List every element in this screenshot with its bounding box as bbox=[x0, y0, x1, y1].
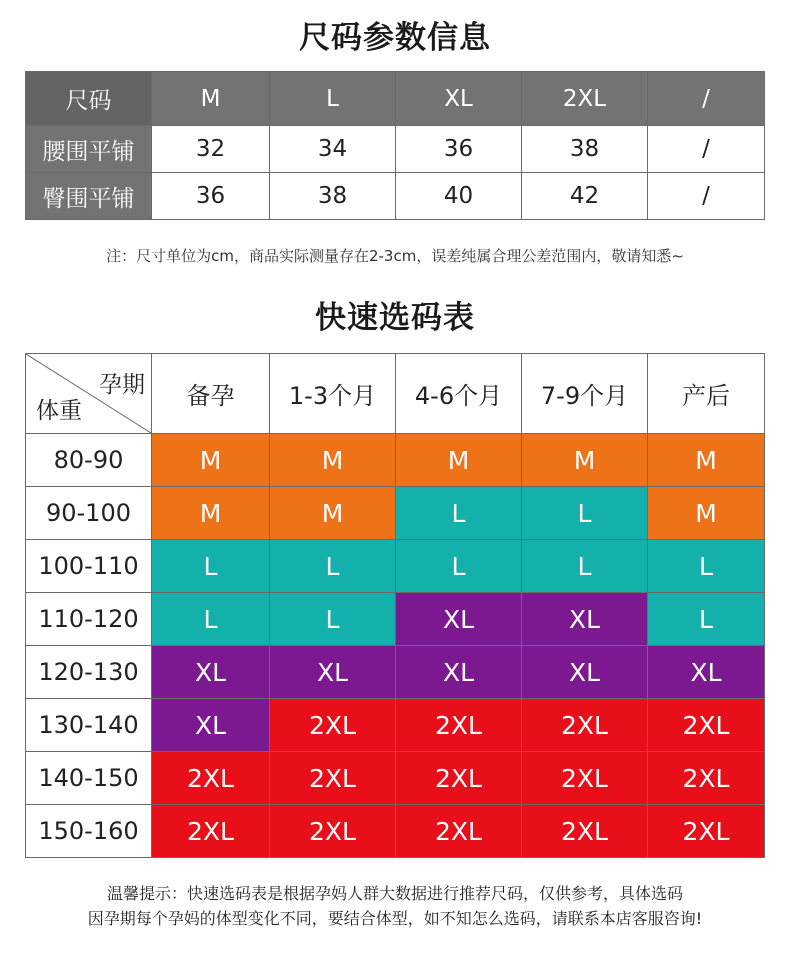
recommended-size-cell: 2XL bbox=[396, 752, 522, 805]
recommended-size-cell: XL bbox=[522, 646, 648, 699]
size-value-cell: 38 bbox=[522, 126, 648, 173]
recommended-size-cell: M bbox=[152, 434, 270, 487]
recommended-size-cell: XL bbox=[522, 593, 648, 646]
recommended-size-cell: 2XL bbox=[396, 805, 522, 858]
recommended-size-cell: 2XL bbox=[522, 752, 648, 805]
recommended-size-cell: 2XL bbox=[270, 699, 396, 752]
period-header-cell: 产后 bbox=[648, 354, 765, 434]
weight-range-cell: 90-100 bbox=[26, 487, 152, 540]
corner-cell bbox=[26, 354, 152, 434]
tip-line-2: 因孕期每个孕妈的体型变化不同，要结合体型，如不知怎么选码，请联系本店客服咨询! bbox=[87, 909, 703, 928]
size-value-cell: 36 bbox=[396, 126, 522, 173]
recommended-size-cell: M bbox=[648, 434, 765, 487]
recommended-size-cell: M bbox=[522, 434, 648, 487]
weight-range-cell: 110-120 bbox=[26, 593, 152, 646]
recommended-size-cell: 2XL bbox=[270, 805, 396, 858]
recommended-size-cell: 2XL bbox=[522, 699, 648, 752]
hip-row bbox=[26, 173, 765, 220]
recommended-size-cell: L bbox=[152, 593, 270, 646]
quick-header-row bbox=[26, 354, 765, 434]
hip-label: 臀围平铺 bbox=[26, 173, 152, 220]
size-info-title: 尺码参数信息 bbox=[299, 20, 491, 56]
measurement-note: 注：尺寸单位为cm，商品实际测量存在2-3cm，误差纯属合理公差范围内，敬请知悉~ bbox=[106, 247, 684, 265]
quick-table-row bbox=[26, 646, 765, 699]
weight-range-cell: 100-110 bbox=[26, 540, 152, 593]
recommended-size-cell: XL bbox=[152, 699, 270, 752]
size-value-cell: 36 bbox=[152, 173, 270, 220]
recommended-size-cell: L bbox=[648, 593, 765, 646]
period-header-cell: 备孕 bbox=[152, 354, 270, 434]
pregnancy-period-label: 孕期 bbox=[99, 372, 145, 398]
recommended-size-cell: L bbox=[396, 540, 522, 593]
quick-size-table bbox=[25, 353, 765, 858]
recommended-size-cell: XL bbox=[648, 646, 765, 699]
weight-range-cell: 130-140 bbox=[26, 699, 152, 752]
recommended-size-cell: 2XL bbox=[396, 699, 522, 752]
recommended-size-cell: 2XL bbox=[648, 699, 765, 752]
quick-table-row bbox=[26, 593, 765, 646]
size-value-cell: 42 bbox=[522, 173, 648, 220]
weight-range-cell: 150-160 bbox=[26, 805, 152, 858]
size-header-cell: XL bbox=[396, 72, 522, 126]
size-header-cell: / bbox=[648, 72, 765, 126]
quick-table-row bbox=[26, 699, 765, 752]
size-header-cell: L bbox=[270, 72, 396, 126]
recommended-size-cell: 2XL bbox=[270, 752, 396, 805]
recommended-size-cell: 2XL bbox=[152, 805, 270, 858]
weight-range-cell: 80-90 bbox=[26, 434, 152, 487]
size-value-cell: / bbox=[648, 126, 765, 173]
recommended-size-cell: XL bbox=[270, 646, 396, 699]
recommended-size-cell: 2XL bbox=[522, 805, 648, 858]
recommended-size-cell: M bbox=[270, 434, 396, 487]
size-value-cell: 40 bbox=[396, 173, 522, 220]
size-value-cell: 32 bbox=[152, 126, 270, 173]
size-header-cell: M bbox=[152, 72, 270, 126]
period-header-cell: 1-3个月 bbox=[270, 354, 396, 434]
recommended-size-cell: L bbox=[396, 487, 522, 540]
period-header-cell: 4-6个月 bbox=[396, 354, 522, 434]
recommended-size-cell: M bbox=[396, 434, 522, 487]
size-header-cell: 2XL bbox=[522, 72, 648, 126]
waist-row bbox=[26, 126, 765, 173]
recommended-size-cell: M bbox=[270, 487, 396, 540]
tip-line-1: 温馨提示：快速选码表是根据孕妈人群大数据进行推荐尺码，仅供参考，具体选码 bbox=[106, 884, 683, 903]
recommended-size-cell: L bbox=[270, 593, 396, 646]
size-parameter-table bbox=[25, 71, 765, 220]
recommended-size-cell: L bbox=[522, 487, 648, 540]
size-value-cell: 34 bbox=[270, 126, 396, 173]
size-value-cell: 38 bbox=[270, 173, 396, 220]
quick-table-row bbox=[26, 805, 765, 858]
recommended-size-cell: L bbox=[270, 540, 396, 593]
weight-range-cell: 120-130 bbox=[26, 646, 152, 699]
period-header-cell: 7-9个月 bbox=[522, 354, 648, 434]
size-header-label: 尺码 bbox=[26, 72, 152, 126]
recommended-size-cell: L bbox=[522, 540, 648, 593]
recommended-size-cell: 2XL bbox=[648, 805, 765, 858]
recommended-size-cell: 2XL bbox=[152, 752, 270, 805]
quick-table-row bbox=[26, 540, 765, 593]
quick-table-row bbox=[26, 434, 765, 487]
body-weight-label: 体重 bbox=[36, 398, 82, 424]
quick-size-title: 快速选码表 bbox=[315, 300, 475, 336]
quick-table-row bbox=[26, 752, 765, 805]
recommended-size-cell: M bbox=[152, 487, 270, 540]
recommended-size-cell: L bbox=[152, 540, 270, 593]
recommended-size-cell: M bbox=[648, 487, 765, 540]
weight-range-cell: 140-150 bbox=[26, 752, 152, 805]
recommended-size-cell: 2XL bbox=[648, 752, 765, 805]
recommended-size-cell: XL bbox=[396, 593, 522, 646]
recommended-size-cell: XL bbox=[396, 646, 522, 699]
size-value-cell: / bbox=[648, 173, 765, 220]
recommended-size-cell: XL bbox=[152, 646, 270, 699]
quick-table-row bbox=[26, 487, 765, 540]
recommended-size-cell: L bbox=[648, 540, 765, 593]
size-header-row bbox=[26, 72, 765, 126]
waist-label: 腰围平铺 bbox=[26, 126, 152, 173]
